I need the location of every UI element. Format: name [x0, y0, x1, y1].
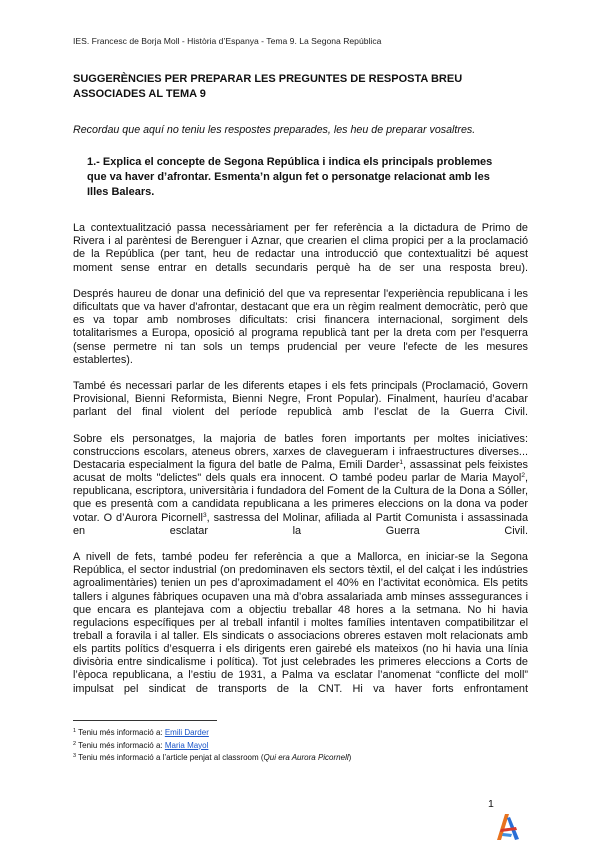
footnote-text: Teniu més informació a: [76, 740, 165, 750]
question-line: Illes Balears. [87, 186, 155, 198]
footnote-number: 2 [73, 740, 77, 747]
text-run: , sastressa del Molinar, afiliada al Partit Comunista i assassinada en esclatar la Guerra Civil. [73, 511, 529, 537]
footnote-text: Teniu més informació a l’article penjat al classroom ( [76, 753, 264, 762]
logo-blue-accent [502, 833, 512, 837]
footnote-3 [73, 752, 351, 765]
school-logo-icon [492, 812, 522, 842]
footnote-ref: 3 [202, 511, 207, 519]
paragraph-stages: També és necessari parlar de les diferents etapes i els fets principals (Proclamació, Govern Provisional, Bienni Reformista, Bienni Negre, Front Popular). Finalment, hauríeu d’acabar parlant del final violent del període republicà amb l’esclat de la Guerra Civil. [73, 380, 528, 419]
footnote-ref: 2 [521, 472, 525, 480]
title-line: SUGGERÈNCIES PER PREPARAR LES PREGUNTES DE RESPOSTA BREU [73, 73, 463, 85]
question-heading [87, 155, 507, 200]
footnote-number: 3 [73, 753, 77, 759]
footnote-ref: 1 [399, 458, 404, 466]
link-maria-mayol[interactable]: Maria Mayol [164, 740, 209, 750]
page-number: 1 [488, 798, 494, 810]
footnote-text: Teniu més informació a: [76, 728, 165, 737]
question-line: que va haver d’afrontar. Esmenta’n algun fet o personatge relacionat amb les [87, 171, 490, 183]
page-header: IES. Francesc de Borja Moll - Història d’Espanya - Tema 9. La Segona República [73, 36, 382, 46]
footnotes [73, 727, 351, 765]
footnote-text: ) [348, 753, 352, 762]
footnote-article-title: Qui era Aurora Picornell [263, 753, 349, 762]
text-run: Sobre els personatges, la majoria de batles foren importants per moltes iniciatives: construccions escolars, ateneus obrers, xarxes de clavegueram i infraestructures diverses... Destacaria especialment la figura del batle de Palma, Emili Darder [73, 432, 528, 471]
title-line: ASSOCIADES AL TEMA 9 [73, 88, 206, 100]
paragraph-context: La contextualització passa necessàriament per fer referència a la dictadura de Primo de Rivera i al parèntesi de Berenguer i Aznar, que crearien el clima propici per a la proclamació de la República (per tant, heu de redactar una introducció que contextualitzi bé aquest moment sense entrar en detalls secundaris perquè ha de ser una resposta breu). [73, 222, 528, 274]
link-emili-darder[interactable]: Emili Darder [164, 728, 209, 737]
footnote-2 [73, 740, 351, 753]
text-run: , republicana, escriptora, universitària i fundadora del Foment de la Cultura de la Dona a Sóller, que es presentà com a candidata republicana a les primeres eleccions on la dona va poder votar. O d’Aurora Picornell [73, 472, 528, 524]
footnote-separator [73, 720, 217, 721]
paragraph-definition: Després haureu de donar una definició del que va representar l'experiència republicana i les dificultats que va haver d'afrontar, destacant que era un règim realment democràtic, però que es va topar amb nombroses dificultats: crisi financera internacional, sorgiment dels totalitarismes a Europa, oposició al programa republicà tant per la dreta com per l'esquerra (sense permetre ni tan sols un temps prudencial per veure l'efecte de les mesures establertes). [73, 287, 528, 366]
paragraph-fets: A nivell de fets, també podeu fer referència a que a Mallorca, en iniciar-se la Segona República, el sector industrial (on predominaven els sectors tèxtil, el del calçat i les indústries agroalimentàries) tenien un pes d’aproximadament el 40% en l’activitat econòmica. Els petits tallers i algunes fàbriques ocupaven una mà d’obra assalariada amb minses asssegurances i que encara es plantejava com a objectiu treballar 48 hores a la setmana. No hi havia regulacions específiques per al treball infantil i moltes famílies intentaven compatibilitzar el treball a foravila i al taller. Els sindicats o associacions obreres estaven molt relacionats amb els partits polítics d’esquerra i els dirigents eren gairebé els mateixos (no hi havia una línia divisòria entre sindicalisme i política). Tot just celebrades les primeres eleccions a Corts de l’època republicana, a l’estiu de 1931, a Palma va esclatar l’anomenat “conflicte del moll” impulsat pel sindicat de transports de la CNT. Hi va haver forts enfrontament [73, 551, 528, 695]
question-line: 1.- Explica el concepte de Segona República i indica els principals problemes [87, 156, 493, 168]
paragraph-personatges [73, 433, 528, 551]
document-title [73, 72, 528, 102]
answer-guidance [73, 209, 528, 709]
text-run: , assassinat pels feixistes acusat de molts "delictes" dels quals era innocent. O també podeu parlar de Maria Mayol [73, 458, 528, 485]
footnote-number: 1 [73, 728, 77, 734]
instructions-note: Recordau que aquí no teniu les respostes preparades, les heu de preparar vosaltres. [73, 124, 476, 136]
footnote-1 [73, 727, 351, 740]
